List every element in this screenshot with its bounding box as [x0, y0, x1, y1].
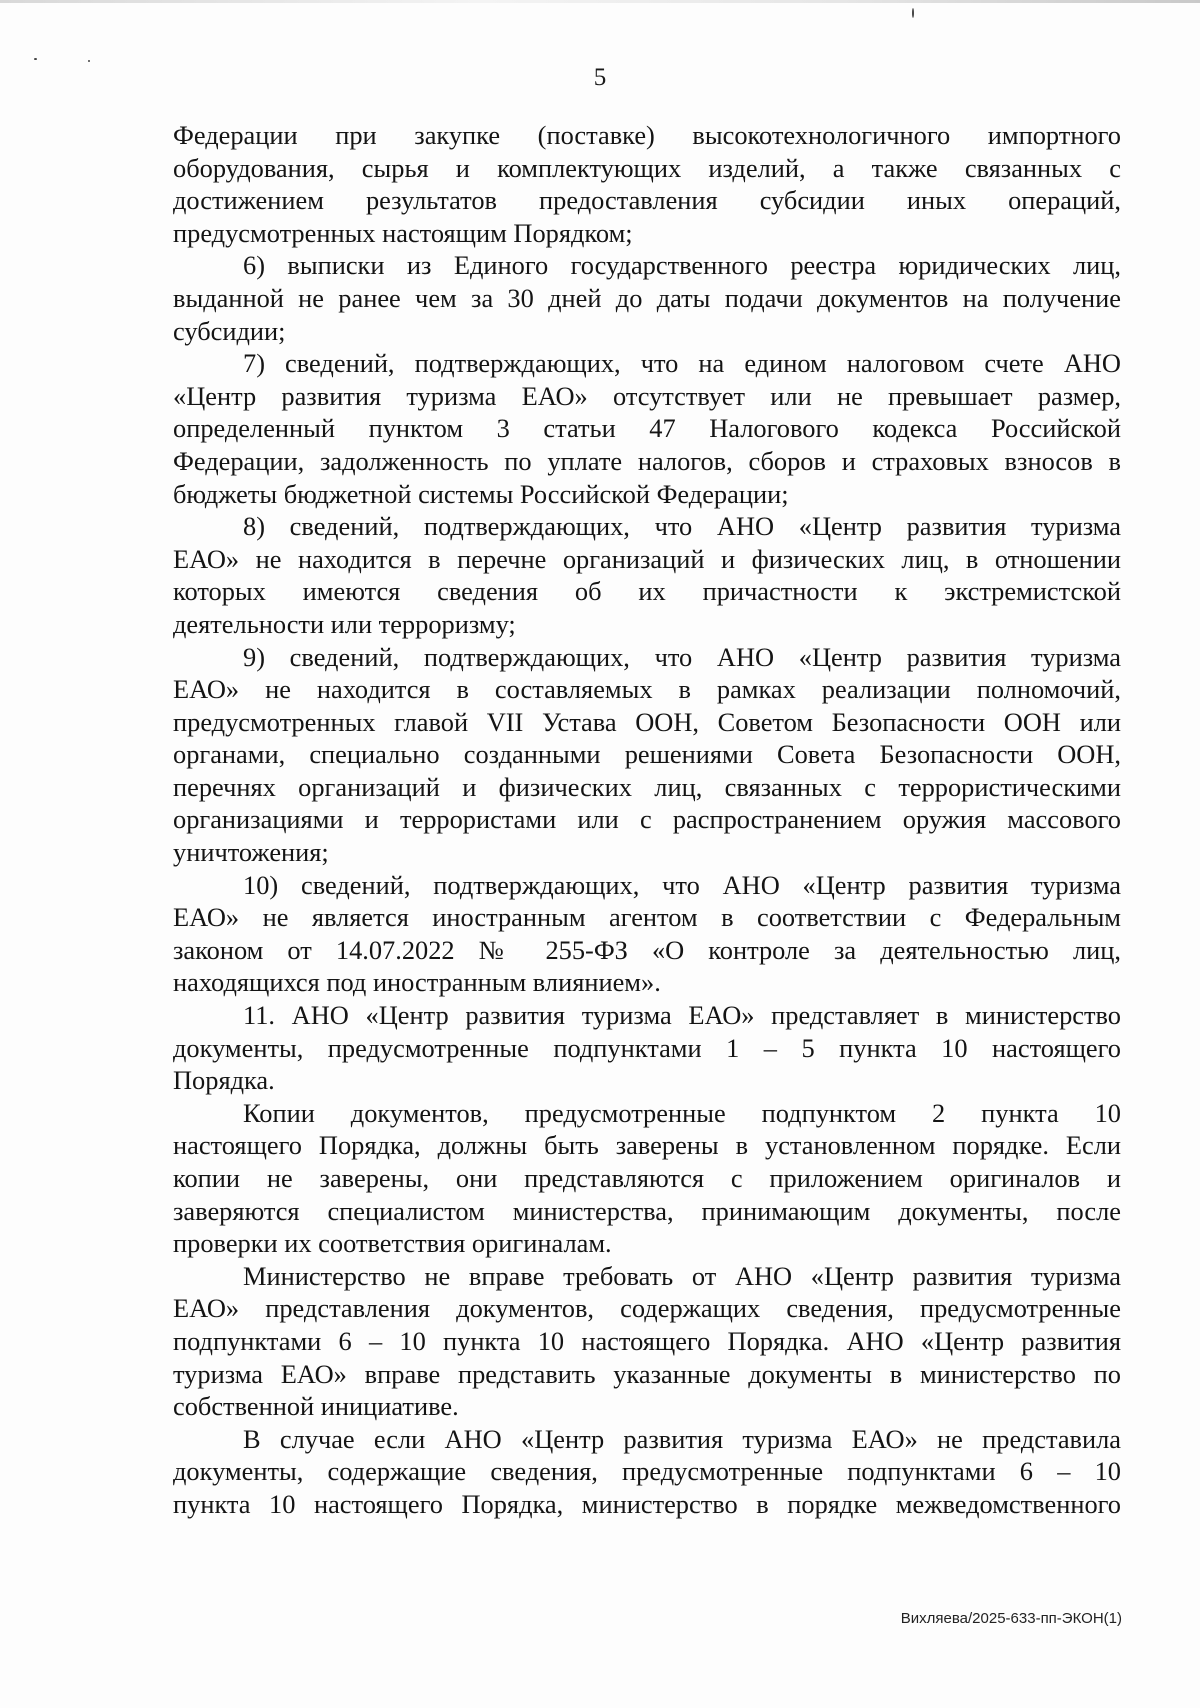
text-line: определенный пунктом 3 статьи 47 Налогового кодекса Российской: [173, 413, 1121, 444]
text-line: Порядка.: [173, 1065, 275, 1096]
text-line: 7) сведений, подтверждающих, что на едином налоговом счете АНО: [243, 348, 1121, 379]
text-line: туризма ЕАО» вправе представить указанные документы в министерство по: [173, 1358, 1121, 1389]
text-line: Министерство не вправе требовать от АНО «Центр развития туризма: [243, 1260, 1121, 1291]
text-line: 6) выписки из Единого государственного реестра юридических лиц,: [243, 250, 1121, 281]
text-line: настоящего Порядка, должны быть заверены в установленном порядке. Если: [173, 1130, 1121, 1161]
text-line: ЕАО» не является иностранным агентом в соответствии с Федеральным: [173, 902, 1121, 933]
text-line: органами, специально созданными решениями Совета Безопасности ООН,: [173, 739, 1121, 770]
text-line: документы, содержащие сведения, предусмотренные подпунктами 6 – 10: [173, 1456, 1121, 1487]
paragraph-copies: [173, 1097, 1121, 1260]
paragraph-ministry-rights: [173, 1260, 1121, 1423]
text-line: Федерации при закупке (поставке) высокотехнологичного импортного: [173, 120, 1121, 150]
text-line: 8) сведений, подтверждающих, что АНО «Центр развития туризма: [243, 511, 1121, 542]
text-line: предусмотренных настоящим Порядком;: [173, 217, 633, 248]
text-line: законом от 14.07.2022 № 255-ФЗ «О контроле за деятельностью лиц,: [173, 934, 1121, 965]
text-line: ЕАО» представления документов, содержащих сведения, предусмотренные: [173, 1293, 1121, 1324]
text-line: оборудования, сырья и комплектующих изделий, а также связанных с: [173, 152, 1121, 183]
text-line: организациями и террористами или с распространением оружия массового: [173, 804, 1121, 835]
scan-speck: [88, 60, 90, 62]
paragraph-item-8: [173, 510, 1121, 640]
text-line: перечнях организаций и физических лиц, связанных с террористическими: [173, 771, 1121, 802]
document-body: [173, 119, 1121, 1521]
text-line: 11. АНО «Центр развития туризма ЕАО» представляет в министерство: [243, 1000, 1121, 1031]
text-line: выданной не ранее чем за 30 дней до даты подачи документов на получение: [173, 282, 1121, 313]
text-line: предусмотренных главой VII Устава ООН, Советом Безопасности ООН или: [173, 706, 1121, 737]
text-line: уничтожения;: [173, 837, 329, 868]
text-line: проверки их соответствия оригиналам.: [173, 1228, 612, 1259]
text-line: которых имеются сведения об их причастности к экстремистской: [173, 576, 1121, 607]
text-line: документы, предусмотренные подпунктами 1 – 5 пункта 10 настоящего: [173, 1032, 1121, 1063]
text-line: достижением результатов предоставления субсидии иных операций,: [173, 185, 1121, 216]
text-line: копии не заверены, они представляются с приложением оригиналов и: [173, 1163, 1121, 1193]
text-line: подпунктами 6 – 10 пункта 10 настоящего Порядка. АНО «Центр развития: [173, 1325, 1121, 1356]
text-line: Копии документов, предусмотренные подпунктом 2 пункта 10: [243, 1097, 1121, 1128]
text-line: субсидии;: [173, 315, 286, 346]
text-line: находящихся под иностранным влиянием».: [173, 967, 661, 998]
page-number: 5: [593, 64, 607, 91]
text-line: деятельности или терроризму;: [173, 608, 516, 639]
text-line: заверяются специалистом министерства, принимающим документы, после: [173, 1195, 1121, 1226]
scan-speck: [912, 8, 914, 18]
text-line: В случае если АНО «Центр развития туризма ЕАО» не представила: [243, 1423, 1121, 1454]
paragraph-interagency: [173, 1423, 1121, 1521]
text-line: ЕАО» не находится в перечне организаций и физических лиц, в отношении: [173, 543, 1121, 574]
paragraph-item-6: [173, 249, 1121, 347]
text-line: бюджеты бюджетной системы Российской Федерации;: [173, 478, 789, 509]
text-line: ЕАО» не находится в составляемых в рамках реализации полномочий,: [173, 674, 1121, 705]
paragraph-item-10: [173, 869, 1121, 999]
document-footer-code: Вихляева/2025-633-пп-ЭКОН(1): [900, 1610, 1122, 1627]
text-line: Федерации, задолженность по уплате налогов, сборов и страховых взносов в: [173, 445, 1121, 476]
text-line: собственной инициативе.: [173, 1391, 459, 1422]
scan-top-edge: [0, 0, 1200, 3]
paragraph-item-9: [173, 641, 1121, 869]
paragraph-item-7: [173, 347, 1121, 510]
paragraph-p-continuation: [173, 119, 1121, 249]
text-line: «Центр развития туризма ЕАО» отсутствует или не превышает размер,: [173, 380, 1121, 411]
scan-speck: [34, 58, 37, 60]
text-line: пункта 10 настоящего Порядка, министерство в порядке межведомственного: [173, 1488, 1121, 1519]
paragraph-clause-11: [173, 999, 1121, 1097]
text-line: 10) сведений, подтверждающих, что АНО «Центр развития туризма: [243, 869, 1121, 900]
text-line: 9) сведений, подтверждающих, что АНО «Центр развития туризма: [243, 641, 1121, 672]
